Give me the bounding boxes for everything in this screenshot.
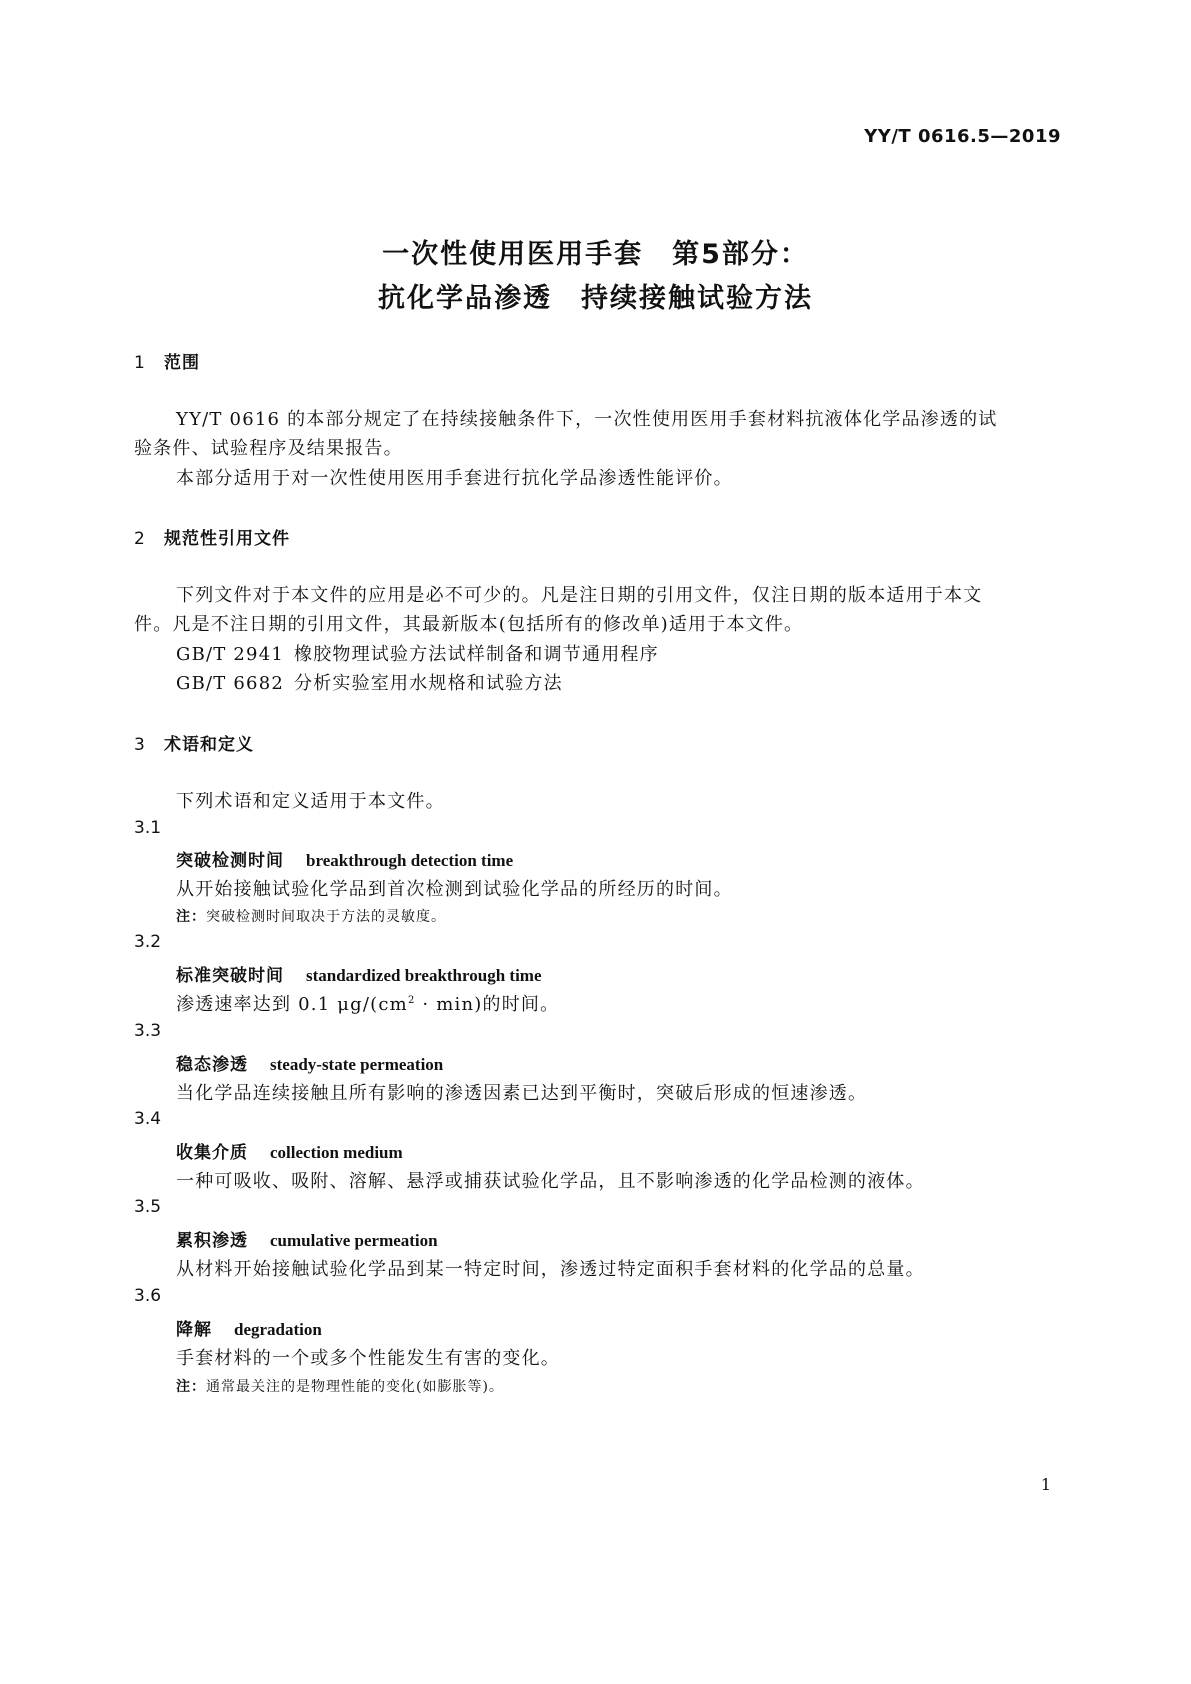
term-number: 3.3 [134,1021,162,1041]
term-zh: 稳态渗透 [176,1055,248,1075]
term-en: cumulative permeation [270,1231,438,1250]
term-heading [176,961,542,986]
definition-text: · min)的时间。 [415,994,560,1015]
s2-paragraph1-line2: 件。凡是不注日期的引用文件，其最新版本(包括所有的修改单)适用于本文件。 [134,614,804,635]
term-zh: 收集介质 [176,1143,248,1163]
section-number: 3 [134,735,146,755]
term-note [176,1376,504,1396]
term-zh: 累积渗透 [176,1231,248,1251]
term-definition [176,990,559,1016]
normative-reference [176,640,659,666]
term-heading [176,1138,403,1163]
term-heading [176,846,513,871]
note-text: 突破检测时间取决于方法的灵敏度。 [206,909,446,925]
term-definition: 手套材料的一个或多个性能发生有害的变化。 [176,1348,560,1369]
section-title: 术语和定义 [164,735,254,755]
superscript: 2 [407,995,416,1006]
section-number: 1 [134,353,146,373]
section-3-heading [134,730,254,755]
section-2-heading [134,524,290,549]
document-title-line1: 一次性使用医用手套 第5部分： [382,239,809,270]
reference-code: GB/T 6682 [176,673,285,694]
normative-reference [176,669,563,695]
term-zh: 降解 [176,1320,212,1340]
term-en: breakthrough detection time [306,851,514,870]
term-en: steady-state permeation [270,1055,444,1074]
reference-code: GB/T 2941 [176,644,285,665]
term-zh: 标准突破时间 [176,966,284,986]
term-en: degradation [234,1320,322,1339]
term-number: 3.1 [134,818,162,838]
note-label: 注： [176,1379,206,1395]
term-number: 3.2 [134,932,162,952]
term-en: collection medium [270,1143,403,1162]
term-number: 3.6 [134,1286,162,1306]
s1-paragraph1-line1: YY/T 0616 的本部分规定了在持续接触条件下，一次性使用医用手套材料抗液体化学品渗透的试 [176,409,998,430]
document-title-line2: 抗化学品渗透 持续接触试验方法 [378,283,813,314]
section-1-heading [134,348,200,373]
section-title: 范围 [164,353,200,373]
standard-code: YY/T 0616.5—2019 [864,126,1061,147]
term-number: 3.4 [134,1109,162,1129]
s1-paragraph2: 本部分适用于对一次性使用医用手套进行抗化学品渗透性能评价。 [176,468,733,489]
term-heading [176,1226,438,1251]
s3-intro: 下列术语和定义适用于本文件。 [176,791,445,812]
section-title: 规范性引用文件 [164,529,290,549]
term-definition: 当化学品连续接触且所有影响的渗透因素已达到平衡时，突破后形成的恒速渗透。 [176,1083,868,1104]
s2-paragraph1-line1: 下列文件对于本文件的应用是必不可少的。凡是注日期的引用文件，仅注日期的版本适用于本文 [176,585,983,606]
term-definition: 一种可吸收、吸附、溶解、悬浮或捕获试验化学品，且不影响渗透的化学品检测的液体。 [176,1171,925,1192]
section-number: 2 [134,529,146,549]
term-definition: 从材料开始接触试验化学品到某一特定时间，渗透过特定面积手套材料的化学品的总量。 [176,1259,925,1280]
reference-title: 分析实验室用水规格和试验方法 [294,673,563,694]
note-label: 注： [176,909,206,925]
term-zh: 突破检测时间 [176,851,284,871]
term-note [176,906,446,926]
term-heading [176,1315,322,1340]
term-number: 3.5 [134,1197,162,1217]
reference-title: 橡胶物理试验方法试样制备和调节通用程序 [294,644,659,665]
term-definition: 从开始接触试验化学品到首次检测到试验化学品的所经历的时间。 [176,879,733,900]
term-en: standardized breakthrough time [306,966,542,985]
term-heading [176,1050,443,1075]
note-text: 通常最关注的是物理性能的变化(如膨胀等)。 [206,1379,504,1395]
page-number: 1 [1040,1475,1051,1494]
definition-text: 渗透速率达到 0.1 μg/(cm [176,994,408,1015]
s1-paragraph1-line2: 验条件、试验程序及结果报告。 [134,438,403,459]
